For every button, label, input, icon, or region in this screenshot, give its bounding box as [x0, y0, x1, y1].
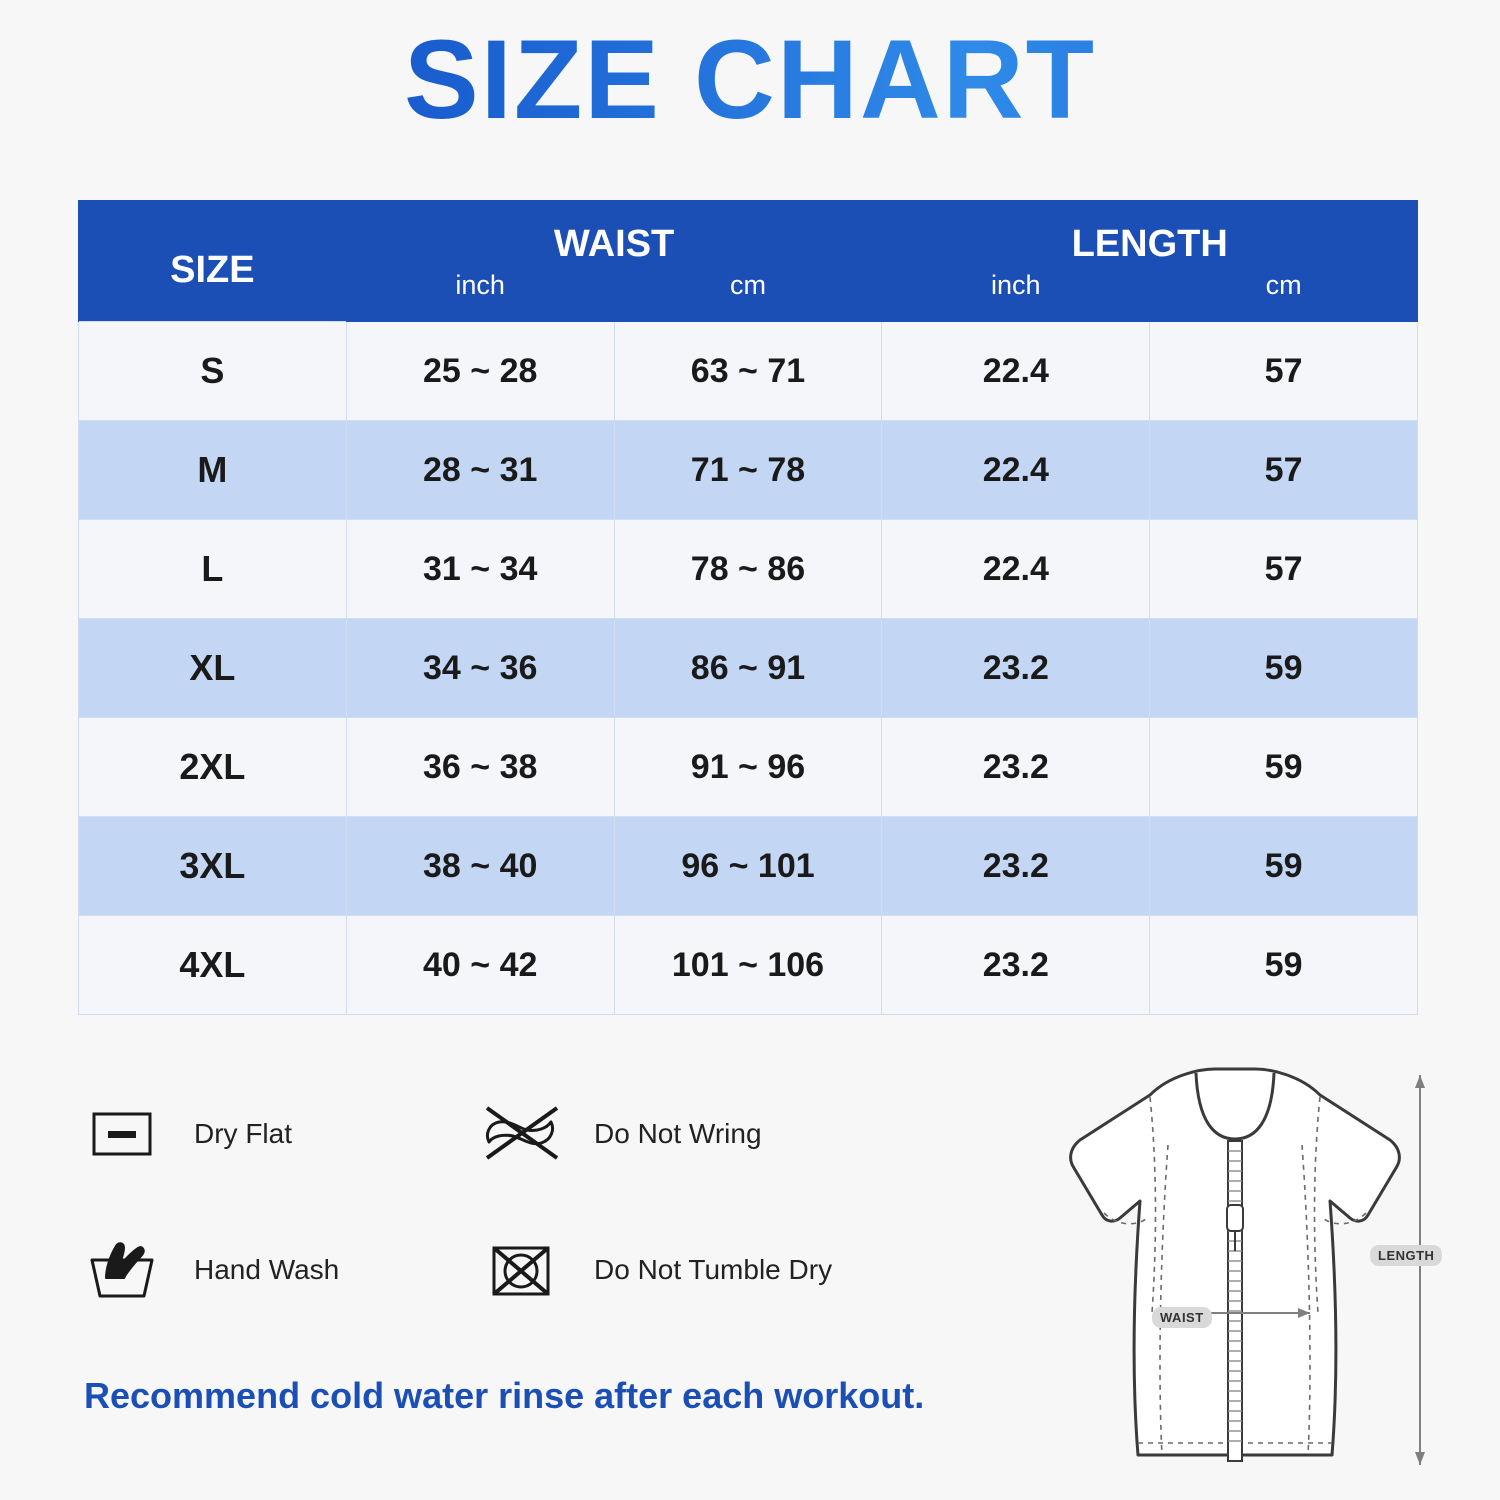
size-chart-table-container	[78, 200, 1418, 1015]
header-size: SIZE	[79, 201, 347, 322]
cell-waist-inch: 25 ~ 28	[346, 322, 614, 421]
table-row	[79, 520, 1418, 619]
do-not-tumble-dry-icon	[478, 1226, 566, 1314]
header-waist: WAIST	[346, 201, 882, 271]
cell-length-inch: 23.2	[882, 916, 1150, 1015]
cell-length-inch: 23.2	[882, 619, 1150, 718]
cell-length-cm: 59	[1150, 619, 1418, 718]
care-item-do-not-tumble-dry	[478, 1226, 878, 1314]
cell-waist-cm: 78 ~ 86	[614, 520, 882, 619]
table-row	[79, 619, 1418, 718]
cell-length-cm: 57	[1150, 421, 1418, 520]
cell-waist-inch: 28 ~ 31	[346, 421, 614, 520]
cell-waist-cm: 71 ~ 78	[614, 421, 882, 520]
cell-waist-cm: 96 ~ 101	[614, 817, 882, 916]
length-measure-badge: LENGTH	[1370, 1245, 1442, 1266]
header-length: LENGTH	[882, 201, 1418, 271]
garment-diagram-svg	[1000, 1055, 1470, 1485]
table-row	[79, 916, 1418, 1015]
care-item-hand-wash	[78, 1226, 478, 1314]
waist-measure-badge: WAIST	[1152, 1307, 1212, 1328]
cell-waist-cm: 63 ~ 71	[614, 322, 882, 421]
cell-waist-inch: 40 ~ 42	[346, 916, 614, 1015]
cell-waist-cm: 91 ~ 96	[614, 718, 882, 817]
cell-length-inch: 22.4	[882, 421, 1150, 520]
care-label: Do Not Wring	[594, 1118, 762, 1149]
cell-length-inch: 22.4	[882, 520, 1150, 619]
care-item-do-not-wring	[478, 1090, 878, 1178]
cell-waist-cm: 101 ~ 106	[614, 916, 882, 1015]
table-body	[79, 322, 1418, 1015]
cell-waist-inch: 38 ~ 40	[346, 817, 614, 916]
cell-size: L	[79, 520, 347, 619]
cell-waist-inch: 36 ~ 38	[346, 718, 614, 817]
size-chart-table	[78, 200, 1418, 1015]
care-row-1	[78, 1090, 978, 1178]
cell-waist-inch: 34 ~ 36	[346, 619, 614, 718]
page-title: SIZE CHART	[0, 0, 1500, 141]
header-length-inch: inch	[882, 270, 1150, 322]
table-row	[79, 322, 1418, 421]
hand-wash-icon	[78, 1226, 166, 1314]
cell-size: S	[79, 322, 347, 421]
cell-length-inch: 22.4	[882, 322, 1150, 421]
header-waist-cm: cm	[614, 270, 882, 322]
cell-length-inch: 23.2	[882, 817, 1150, 916]
header-length-cm: cm	[1150, 270, 1418, 322]
cell-size: XL	[79, 619, 347, 718]
cell-length-cm: 57	[1150, 520, 1418, 619]
care-instructions	[78, 1090, 978, 1362]
cell-length-cm: 59	[1150, 916, 1418, 1015]
cell-size: 4XL	[79, 916, 347, 1015]
cell-length-cm: 57	[1150, 322, 1418, 421]
header-waist-inch: inch	[346, 270, 614, 322]
dry-flat-icon	[78, 1090, 166, 1178]
table-header	[79, 201, 1418, 322]
table-row	[79, 421, 1418, 520]
table-header-row-group	[79, 201, 1418, 271]
table-row	[79, 718, 1418, 817]
recommendation-text: Recommend cold water rinse after each workout.	[84, 1375, 925, 1416]
cell-length-cm: 59	[1150, 817, 1418, 916]
garment-illustration	[1000, 1055, 1470, 1485]
cell-size: M	[79, 421, 347, 520]
care-label: Hand Wash	[194, 1254, 340, 1285]
table-row	[79, 817, 1418, 916]
cell-size: 3XL	[79, 817, 347, 916]
care-row-2	[78, 1226, 978, 1314]
do-not-wring-icon	[478, 1090, 566, 1178]
cell-waist-inch: 31 ~ 34	[346, 520, 614, 619]
cell-size: 2XL	[79, 718, 347, 817]
cell-length-cm: 59	[1150, 718, 1418, 817]
care-item-dry-flat	[78, 1090, 478, 1178]
care-label: Do Not Tumble Dry	[594, 1254, 833, 1285]
cell-length-inch: 23.2	[882, 718, 1150, 817]
cell-waist-cm: 86 ~ 91	[614, 619, 882, 718]
care-label: Dry Flat	[194, 1118, 292, 1149]
